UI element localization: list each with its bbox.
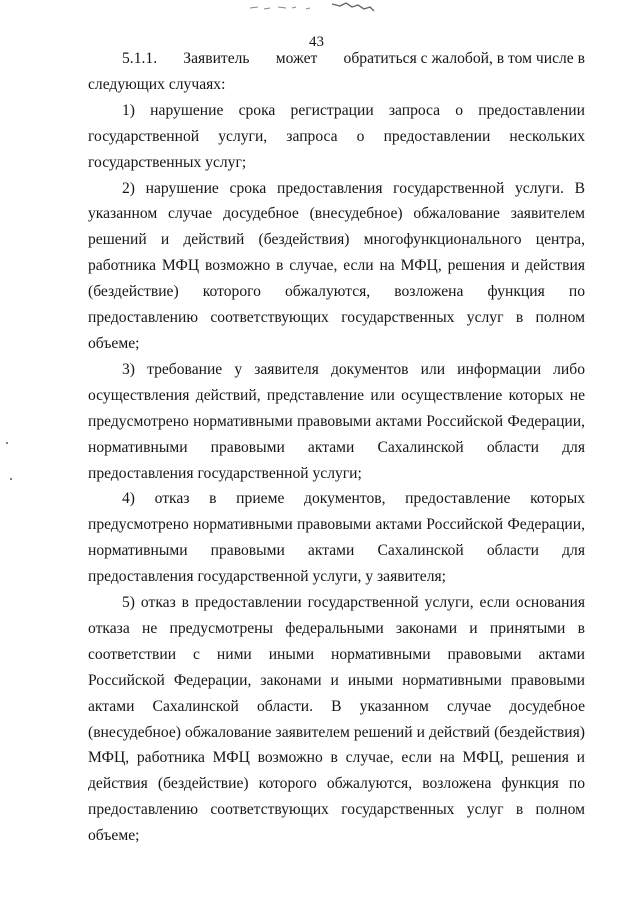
clause-word: Заявитель [183,50,250,67]
page-number: 43 [309,34,324,50]
list-item: 4) отказ в приеме документов, предоставление которых предусмотрено нормативными правовыми актами Российской Федерации, нормативными правовыми актами Сахалинской области для предоставления государственной услуги, у заявителя; [88,490,585,586]
list-item: 2) нарушение срока предоставления государственной услуги. В указанном случае досудебное (внесудебное) обжалование заявителем решений и действий (бездействия) многофункционального центра, работника МФЦ возможно в случае, если на МФЦ, решения и действия (бездействие) которого обжалуются, возложена функция по предоставлению соответствующих государственных услуг в полном объеме; [88,179,585,352]
scan-speck [6,442,8,444]
list-item: 1) нарушение срока регистрации запроса о предоставлении государственной услуги, запроса о предоставлении нескольких государственных услуг; [88,101,585,171]
clause-number: 5.1.1. [122,50,158,67]
clause-continuation: следующих случаях: [88,75,226,93]
scan-speck [10,478,12,480]
document-body [88,46,585,849]
clause-heading-line [122,46,585,72]
list-item: 3) требование у заявителя документов или информации либо осуществления действий, представление или осуществление которых не предусмотрено нормативными правовыми актами Российской Федерации, нормативными правовыми актами Сахалинской области для предоставления государственной услуги; [88,360,585,482]
scan-artifact [240,0,380,14]
list-item: 5) отказ в предоставлении государственной услуги, если основания отказа не предусмотрены федеральными законами и принятыми в соответствии с ними иными нормативными правовыми актами Российской Федерации, законами и иными нормативными правовыми актами Сахалинской области. В указанном случае досудебное (внесудебное) обжалование заявителем решений и действий (бездействия) МФЦ, работника МФЦ возможно в случае, если на МФЦ, решения и действия (бездействие) которого обжалуются, возложена функция по предоставлению соответствующих государственных услуг в полном объеме; [88,594,585,845]
clause-word: может [275,50,318,67]
clause-text: обратиться с жалобой, в том числе в [343,50,585,67]
